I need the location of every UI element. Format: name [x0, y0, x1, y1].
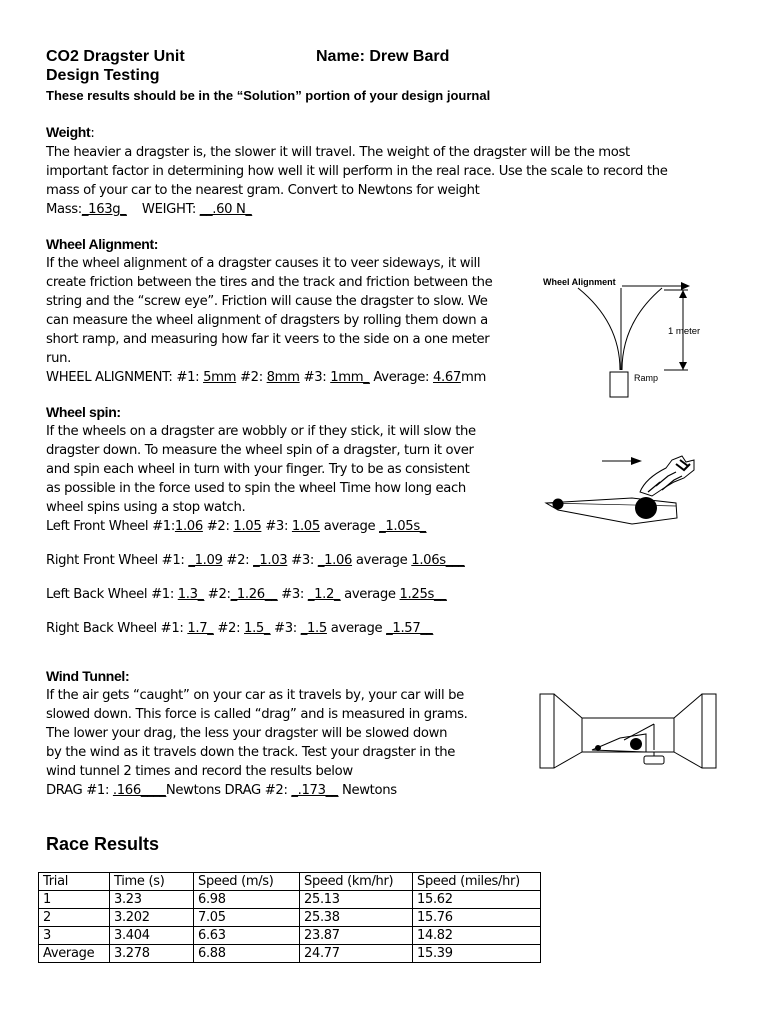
table-cell: 15.62 — [413, 891, 541, 909]
weight-label: WEIGHT: — [141, 202, 196, 217]
table-cell: 25.38 — [300, 909, 413, 927]
wind-section — [46, 667, 467, 800]
spin-trial2-label: #2: — [213, 621, 245, 636]
table-cell: 25.13 — [300, 891, 413, 909]
drag1-unit: Newtons — [165, 783, 225, 798]
alignment-section — [46, 235, 492, 387]
table-header-row — [39, 873, 541, 891]
drag1-value: .166____ — [112, 783, 166, 798]
spin-average: 1.06s___ — [411, 553, 465, 568]
spin-text-line: dragster down. To measure the wheel spin of a dragster, turn it over — [46, 443, 474, 458]
table-cell: 15.39 — [413, 945, 541, 963]
page-subtitle: Design Testing — [46, 67, 160, 84]
alignment-label: WHEEL ALIGNMENT: — [46, 370, 173, 385]
table-cell: 7.05 — [194, 909, 300, 927]
alignment-trial2: 8mm — [266, 370, 300, 385]
table-row — [39, 945, 541, 963]
rear-wheel-icon — [635, 497, 657, 519]
table-row — [39, 891, 541, 909]
finger-hand-icon — [640, 456, 694, 496]
spin-trial3: 1.05 — [291, 519, 320, 534]
spin-text-line: wheel spins using a stop watch. — [46, 500, 246, 515]
spin-heading: Wheel spin: — [46, 404, 121, 420]
spin-trial1: 1.06 — [174, 519, 203, 534]
spin-trial1: _1.09 — [188, 553, 223, 568]
spin-average-label: average — [326, 621, 387, 636]
spin-text-line: as possible in the force used to spin the wheel Time how long each — [46, 481, 466, 496]
table-cell: 15.76 — [413, 909, 541, 927]
spin-average: _1.05s_ — [379, 519, 427, 534]
spin-trial3: _1.5 — [300, 621, 327, 636]
column-header: Speed (miles/hr) — [413, 873, 541, 891]
spin-trial2: _1.03 — [253, 553, 288, 568]
spin-row-label: Left Front Wheel #1: — [46, 519, 175, 534]
alignment-text-line: string and the “screw eye”. Friction will cause the dragster to slow. We — [46, 294, 488, 309]
wheel-spin-diagram — [536, 448, 708, 530]
weight-value: __.60 N_ — [199, 202, 252, 217]
table-cell: 6.98 — [194, 891, 300, 909]
wind-text-line: wind tunnel 2 times and record the results below — [46, 764, 353, 779]
spin-row-left-front — [46, 517, 426, 536]
column-header: Time (s) — [110, 873, 194, 891]
figure-label-ramp: Ramp — [634, 373, 659, 383]
wind-text-line: slowed down. This force is called “drag” and is measured in grams. — [46, 707, 468, 722]
spin-text-line: If the wheels on a dragster are wobbly or if they stick, it will slow the — [46, 424, 476, 439]
drag2-value: _.173__ — [291, 783, 339, 798]
table-cell: 2 — [39, 909, 110, 927]
spin-average: _1.57__ — [386, 621, 433, 636]
spin-trial2-label: #2: — [222, 553, 254, 568]
spin-row-label: Left Back Wheel #1: — [46, 587, 178, 602]
drag-values — [46, 781, 467, 800]
table-row — [39, 909, 541, 927]
spin-row-label: Right Back Wheel #1: — [46, 621, 188, 636]
spin-trial2: 1.05 — [233, 519, 262, 534]
figure-label-wheel-alignment: Wheel Alignment — [543, 277, 616, 287]
wind-text-line: If the air gets “caught” on your car as it travels by, your car will be — [46, 688, 464, 703]
table-cell: 3 — [39, 927, 110, 945]
alignment-average-unit: mm — [460, 370, 486, 385]
spin-trial1: 1.3_ — [177, 587, 204, 602]
table-cell: 1 — [39, 891, 110, 909]
figure-label-1-meter: 1 meter — [668, 326, 701, 337]
table-cell: Average — [39, 945, 110, 963]
spin-trial3: _1.06 — [317, 553, 353, 568]
alignment-average: 4.67 — [432, 370, 461, 385]
table-cell: 3.202 — [110, 909, 194, 927]
weight-heading-colon: : — [90, 126, 95, 141]
front-wheel-icon — [553, 499, 564, 510]
alignment-heading: Wheel Alignment: — [46, 236, 159, 252]
spin-trial2: 1.5_ — [244, 621, 271, 636]
student-name: Name: Drew Bard — [316, 48, 450, 65]
alignment-text-line: short ramp, and measuring how far it veers to the side on a one meter — [46, 332, 490, 347]
alignment-text-line: If the wheel alignment of a dragster causes it to veer sideways, it will — [46, 256, 481, 271]
table-cell: 6.63 — [194, 927, 300, 945]
wind-tunnel-diagram — [538, 692, 718, 774]
spin-average: 1.25s__ — [399, 587, 447, 602]
column-header: Speed (m/s) — [194, 873, 300, 891]
weight-text-line: The heavier a dragster is, the slower it will travel. The weight of the dragster will be the most — [46, 145, 630, 160]
unit-title: CO2 Dragster Unit — [46, 48, 185, 65]
spin-trial3: _1.2_ — [307, 587, 341, 602]
spin-trial1: 1.7_ — [187, 621, 214, 636]
table-row — [39, 927, 541, 945]
alignment-values — [46, 368, 492, 387]
spin-average-label: average — [340, 587, 400, 602]
weight-heading: Weight — [46, 124, 91, 140]
mass-label: Mass: — [46, 202, 82, 217]
alignment-text-line: run. — [46, 351, 71, 366]
weight-section — [46, 123, 667, 219]
spin-row-right-front — [46, 551, 465, 570]
spin-trial3-label: #3: — [287, 553, 318, 568]
drag2-unit: Newtons — [338, 783, 397, 798]
alignment-trial2-label: #2: — [239, 370, 263, 385]
spin-average-label: average — [319, 519, 380, 534]
weight-values — [46, 200, 667, 219]
table-cell: 3.23 — [110, 891, 194, 909]
alignment-text-line: can measure the wheel alignment of dragsters by rolling them down a — [46, 313, 488, 328]
spin-section — [46, 403, 476, 517]
alignment-trial1-label: #1: — [176, 370, 200, 385]
column-header: Speed (km/hr) — [300, 873, 413, 891]
table-cell: 14.82 — [413, 927, 541, 945]
alignment-trial3: 1mm_ — [330, 370, 370, 385]
column-header: Trial — [39, 873, 110, 891]
spin-trial3-label: #3: — [270, 621, 301, 636]
table-cell: 6.88 — [194, 945, 300, 963]
spin-trial2-label: #2: — [202, 519, 234, 534]
alignment-average-label: Average: — [373, 370, 430, 385]
race-results-title: Race Results — [46, 834, 160, 854]
weight-text-line: important factor in determining how well it will perform in the real race. Use the scale to record the — [46, 164, 668, 179]
spin-trial3-label: #3: — [261, 519, 292, 534]
wind-text-line: by the wind as it travels down the track. Test your dragster in the — [46, 745, 456, 760]
wind-heading: Wind Tunnel: — [46, 668, 130, 684]
table-cell: 23.87 — [300, 927, 413, 945]
spin-average-label: average — [352, 553, 412, 568]
spin-row-right-back — [46, 619, 433, 638]
race-results-table — [38, 872, 541, 963]
mass-value: _163g_ — [81, 202, 127, 217]
alignment-trial3-label: #3: — [303, 370, 327, 385]
spin-trial2-label: #2: — [203, 587, 231, 602]
alignment-text-line: create friction between the tires and the track and friction between the — [46, 275, 493, 290]
table-cell: 3.404 — [110, 927, 194, 945]
table-cell: 24.77 — [300, 945, 413, 963]
spin-trial3-label: #3: — [277, 587, 308, 602]
weight-text-line: mass of your car to the nearest gram. Convert to Newtons for weight — [46, 183, 480, 198]
table-cell: 3.278 — [110, 945, 194, 963]
wheel-alignment-diagram — [538, 270, 713, 402]
spin-row-label: Right Front Wheel #1: — [46, 553, 189, 568]
wind-text-line: The lower your drag, the less your dragster will be slowed down — [46, 726, 448, 741]
drag2-label: DRAG #2: — [224, 783, 292, 798]
spin-row-left-back — [46, 585, 447, 604]
alignment-trial1: 5mm — [203, 370, 237, 385]
spin-text-line: and spin each wheel in turn with your finger. Try to be as consistent — [46, 462, 470, 477]
drag1-label: DRAG #1: — [46, 783, 113, 798]
journal-note: These results should be in the “Solution” portion of your design journal — [46, 88, 491, 103]
spin-trial2: _1.26__ — [230, 587, 278, 602]
